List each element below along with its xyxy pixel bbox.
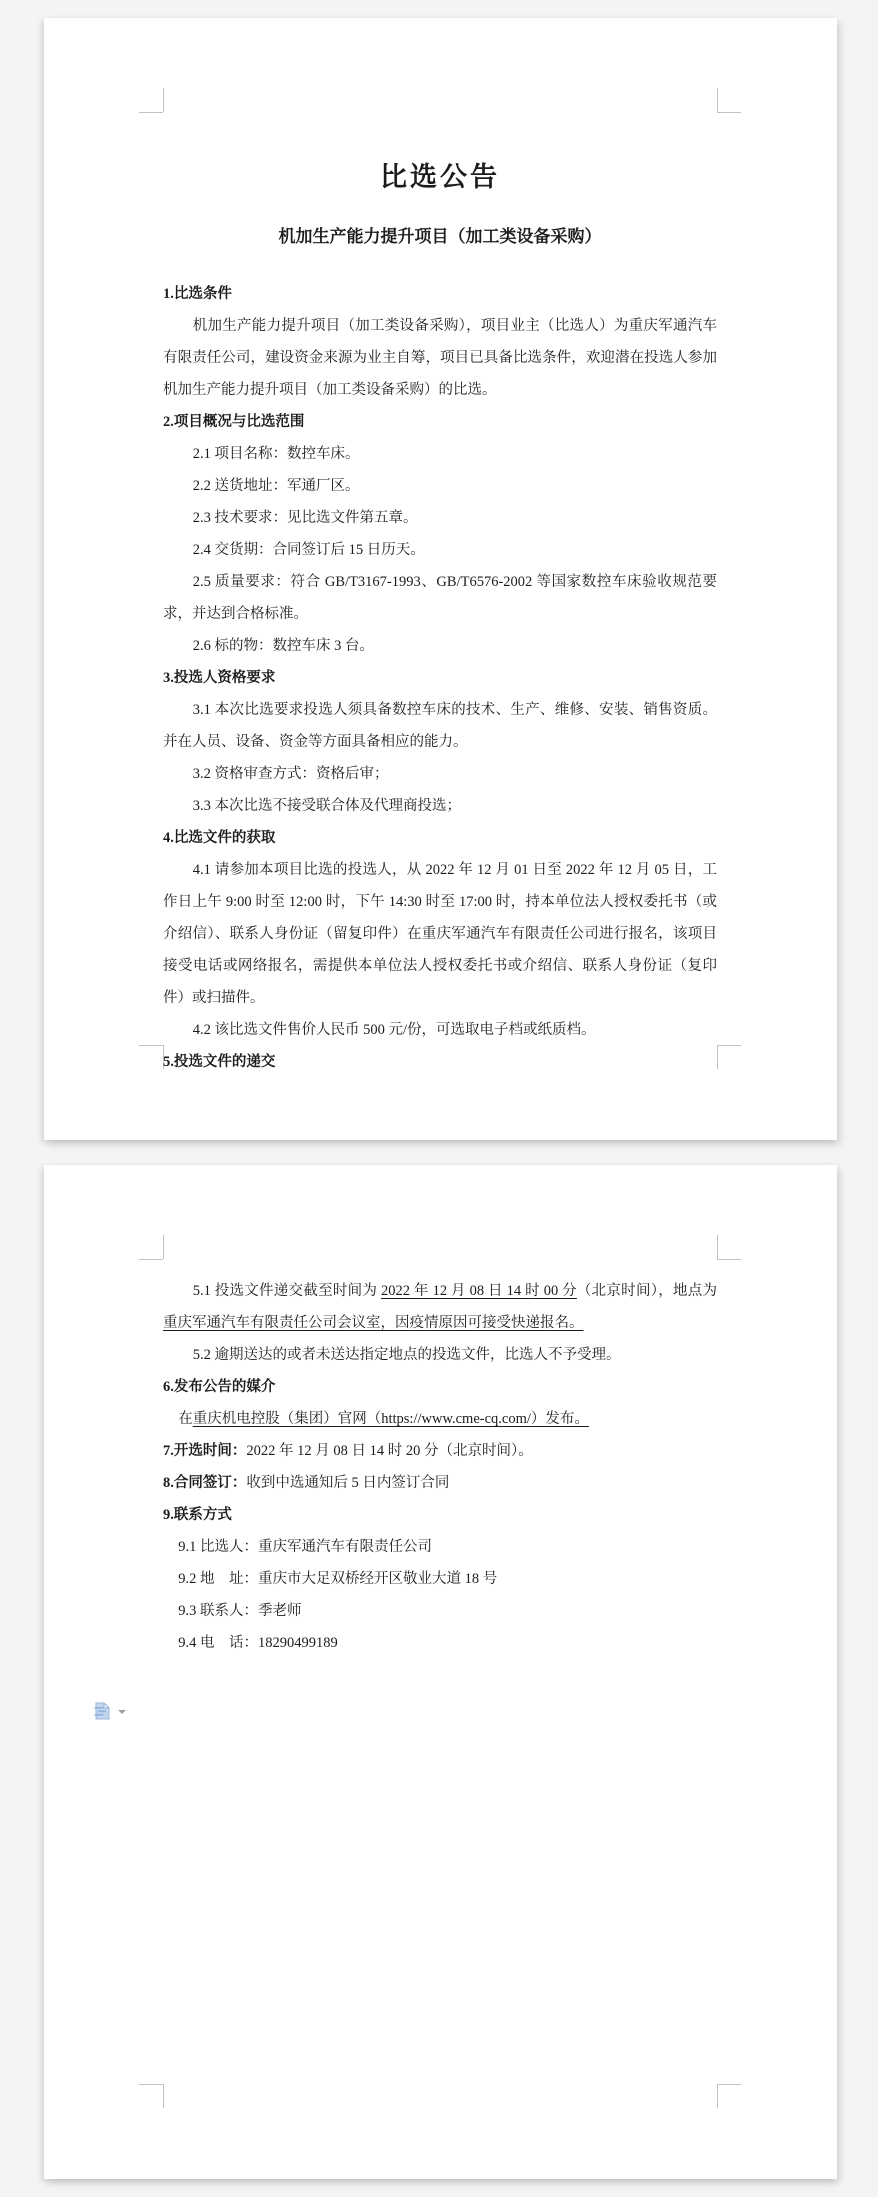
margin-mark [717,2084,718,2108]
margin-mark [163,1235,164,1259]
clause-2-1: 2.1 项目名称：数控车床。 [192,446,360,462]
section-4-heading: 4.比选文件的获取 [163,830,276,846]
document-page-2 [44,1165,837,2179]
section-1-paragraph: 机加生产能力提升项目（加工类设备采购），项目业主（比选人）为重庆军通汽车有限责任公司，建设资金来源为业主自筹，项目已具备比选条件，欢迎潜在投选人参加机加生产能力提升项目（加工类设备采购）的比选。 [163,318,717,398]
section-8-label: 8.合同签订： [163,1475,247,1491]
margin-mark [163,2084,164,2108]
deadline-underlined: 2022 年 12 月 08 日 14 时 00 分 [381,1283,577,1299]
margin-mark [717,1045,718,1069]
section-7-label: 7.开选时间： [163,1443,247,1459]
clause-4-2: 4.2 该比选文件售价人民币 500 元/份，可选取电子档或纸质档。 [192,1022,596,1038]
section-9-heading: 9.联系方式 [163,1507,232,1523]
clause-5-2: 5.2 逾期送达的或者未送达指定地点的投选文件，比选人不予受理。 [192,1347,621,1363]
clause-3-1: 3.1 本次比选要求投选人须具备数控车床的技术、生产、维修、安装、销售资质。并在人员、设备、资金等方面具备相应的能力。 [163,702,717,750]
section-6-paragraph [163,1403,717,1435]
page-2-content [163,1259,717,1659]
document-page-1 [44,18,837,1140]
margin-mark [139,1259,163,1260]
section-2-heading: 2.项目概况与比选范围 [163,414,305,430]
section-8-text: 收到中选通知后 5 日内签订合同 [246,1475,450,1491]
contact-phone: 9.4 电 话：18290499189 [178,1635,338,1651]
clause-3-2: 3.2 资格审查方式：资格后审； [192,766,389,782]
page-1-content [163,112,717,1078]
clause-5-1-text: 5.1 投选文件递交截至时间为 [192,1283,382,1299]
clause-2-4: 2.4 交货期：合同签订后 15 日历天。 [192,542,425,558]
clause-4-1: 4.1 请参加本项目比选的投选人，从 2022 年 12 月 01 日至 2022 年 12 月 05 日，工作日上午 9:00 时至 12:00 时，下午 14:30 时至 17:00 时，持本单位法人授权委托书（或介绍信）、联系人身份证（留复印件）在重庆军通汽车有限责任公司进行报名，该项目接受电话或网络报名，需提供本单位法人授权委托书或介绍信、联系人身份证（复印件）或扫描件。 [163,862,717,1006]
margin-mark [717,112,741,113]
margin-mark [163,88,164,112]
margin-mark [717,1045,741,1046]
margin-mark [139,112,163,113]
clause-5-1-text: （北京时间），地点为 [576,1283,718,1299]
paste-options-button[interactable] [94,1702,128,1722]
clause-2-6: 2.6 标的物：数控车床 3 台。 [192,638,374,654]
section-3-heading: 3.投选人资格要求 [163,670,276,686]
margin-mark [717,88,718,112]
clause-2-3: 2.3 技术要求：见比选文件第五章。 [192,510,418,526]
contact-address: 9.2 地 址：重庆市大足双桥经开区敬业大道 18 号 [178,1571,498,1587]
document-subtitle: 机加生产能力提升项目（加工类设备采购） [278,227,602,246]
margin-mark [139,2084,163,2085]
section-7-text: 2022 年 12 月 08 日 14 时 20 分（北京时间）。 [246,1443,533,1459]
section-7-line [163,1435,717,1467]
contact-person: 9.3 联系人：季老师 [178,1603,302,1619]
website-underlined: 重庆机电控股（集团）官网（https://www.cme-cq.com/）发布。 [192,1411,589,1427]
section-5-heading: 5.投选文件的递交 [163,1054,276,1070]
document-title: 比选公告 [380,162,500,192]
margin-mark [139,1045,163,1046]
section-8-line [163,1467,717,1499]
clause-2-2: 2.2 送货地址：军通厂区。 [192,478,360,494]
clause-3-3: 3.3 本次比选不接受联合体及代理商投选； [192,798,461,814]
margin-mark [717,2084,741,2085]
clause-5-1 [163,1275,717,1339]
margin-mark [717,1235,718,1259]
section-6-heading: 6.发布公告的媒介 [163,1379,276,1395]
clause-2-5: 2.5 质量要求：符合 GB/T3167-1993、GB/T6576-2002 等国家数控车床验收规范要求，并达到合格标准。 [163,574,717,622]
section-1-heading: 1.比选条件 [163,286,232,302]
chevron-down-icon [118,1710,126,1714]
margin-mark [717,1259,741,1260]
section-6-text: 在 [178,1411,193,1427]
location-underlined: 重庆军通汽车有限责任公司会议室，因疫情原因可接受快递报名。 [163,1315,584,1331]
contact-bixuanren: 9.1 比选人：重庆军通汽车有限责任公司 [178,1539,432,1555]
paste-options-document-icon [94,1702,110,1720]
